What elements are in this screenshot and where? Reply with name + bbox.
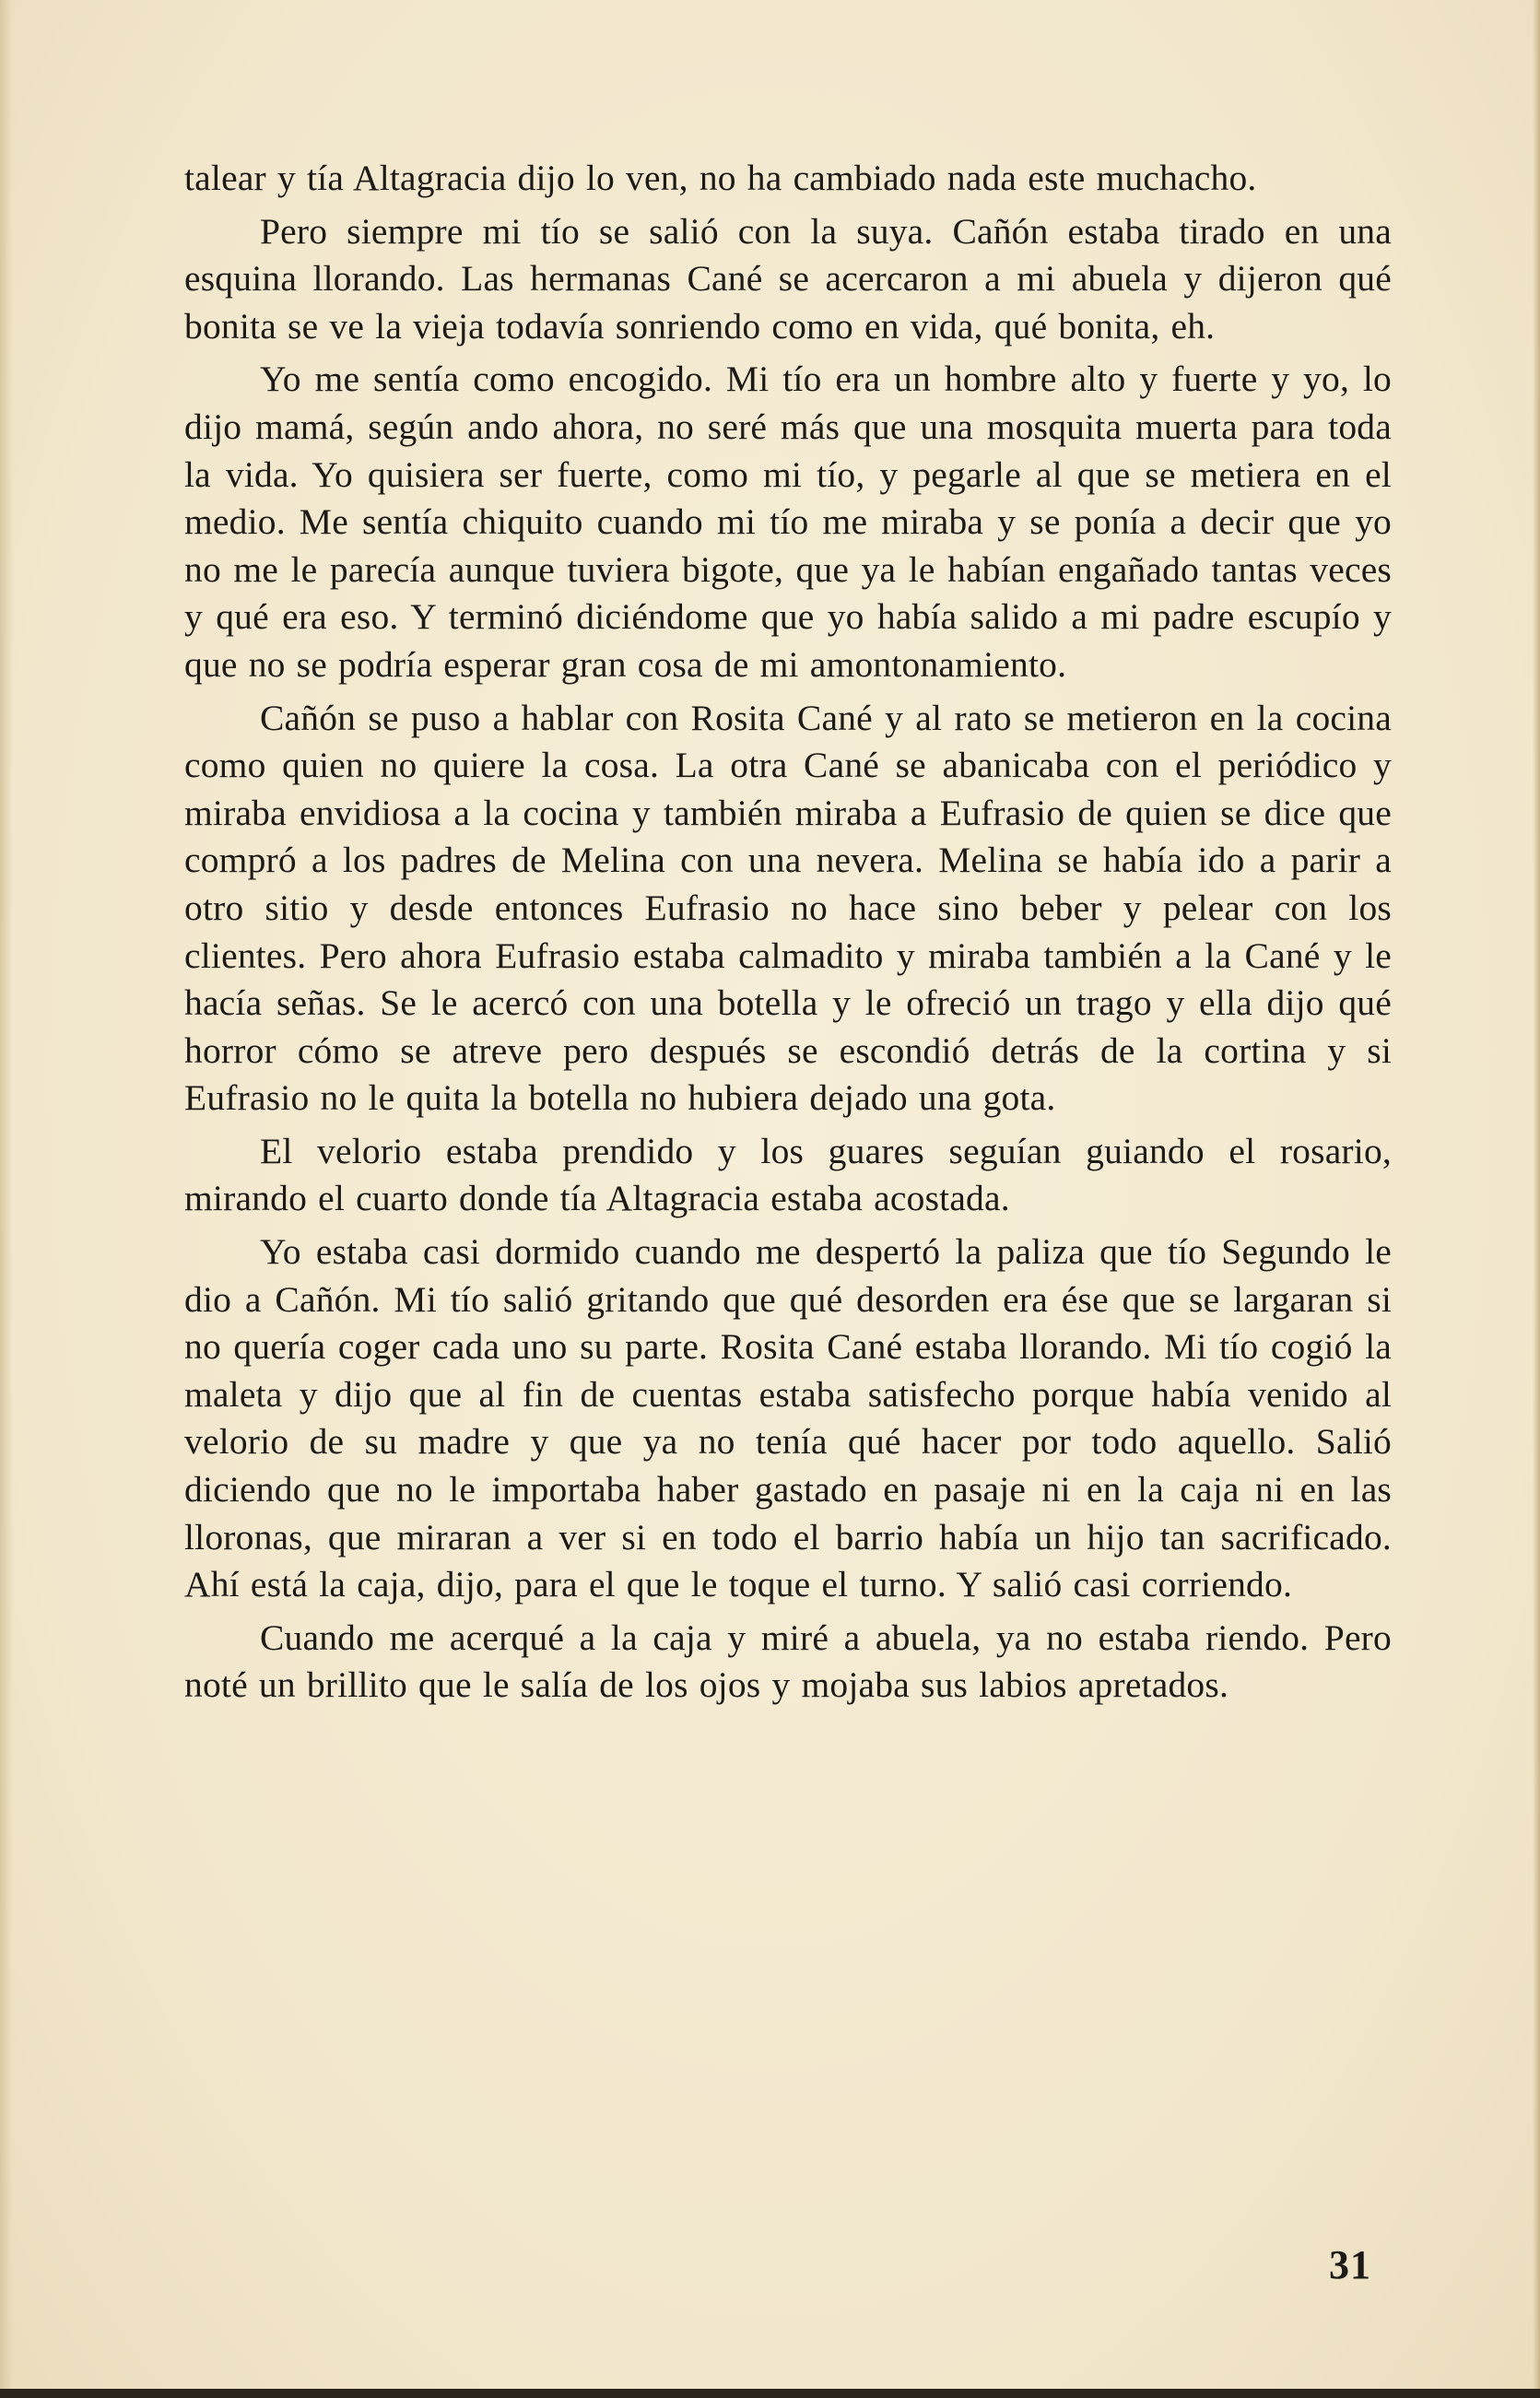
page-number: 31: [1329, 2242, 1371, 2287]
paragraph-3: Yo me sentía como encogido. Mi tío era un hombre alto y fuerte y yo, lo dijo mamá, según ando ahora, no seré más que una mosquita muerta para toda la vida. Yo quisiera ser fuerte, como mi tío, y pegarle al que se metiera en el medio. Me sentía chiquito cuando mi tío me miraba y se ponía a decir que yo no me le parecía aunque tuviera bigote, que ya le habían engañado tantas veces y qué era eso. Y terminó diciéndome que yo había salido a mi padre escupío y que no se podría esperar gran cosa de mi amontonamiento.: [184, 359, 1392, 685]
paragraph-4: Cañón se puso a hablar con Rosita Cané y al rato se metieron en la cocina como quien no quiere la cosa. La otra Cané se abanicaba con el periódico y miraba envidiosa a la cocina y también miraba a Eufrasio de quien se dice que compró a los padres de Melina con una nevera. Melina se había ido a parir a otro sitio y desde entonces Eufrasio no hace sino beber y pelear con los clientes. Pero ahora Eufrasio estaba calmadito y miraba también a la Cané y le hacía señas. Se le acercó con una botella y le ofreció un trago y ella dijo qué horror cómo se atreve pero después se escondió detrás de la cortina y si Eufrasio no le quita la botella no hubiera dejado una gota.: [184, 697, 1392, 1119]
page-bottom-edge: [0, 2389, 1540, 2398]
paragraph-2: Pero siempre mi tío se salió con la suya. Cañón estaba tirado en una esquina llorando. Las hermanas Cané se acercaron a mi abuela y dijeron qué bonita se ve la vieja todavía sonriendo como en vida, qué bonita, eh.: [184, 210, 1392, 347]
paragraph-6: Yo estaba casi dormido cuando me despertó la paliza que tío Segundo le dio a Cañón. Mi tío salió gritando que qué desorden era ése que se largaran si no quería coger cada uno su parte. Rosita Cané estaba llorando. Mi tío cogió la maleta y dijo que al fin de cuentas estaba satisfecho porque había venido al velorio de su madre y que ya no tenía qué hacer por todo aquello. Salió diciendo que no le importaba haber gastado en pasaje ni en la caja ni en las lloronas, que miraran a ver si en todo el barrio había un hijo tan sacrificado. Ahí está la caja, dijo, para el que le toque el turno. Y salió casi corriendo.: [184, 1231, 1392, 1605]
paragraph-1: talear y tía Altagracia dijo lo ven, no ha cambiado nada este muchacho.: [184, 158, 1257, 198]
body-text: [184, 155, 1392, 1710]
page-right-edge: [1533, 0, 1540, 2398]
page-left-edge: [0, 0, 13, 2398]
paragraph-7: Cuando me acerqué a la caja y miré a abuela, ya no estaba riendo. Pero noté un brillito que le salía de los ojos y mojaba sus labios apretados.: [184, 1616, 1392, 1706]
paragraph-5: El velorio estaba prendido y los guares seguían guiando el rosario, mirando el cuarto donde tía Altagracia estaba acostada.: [184, 1130, 1392, 1219]
